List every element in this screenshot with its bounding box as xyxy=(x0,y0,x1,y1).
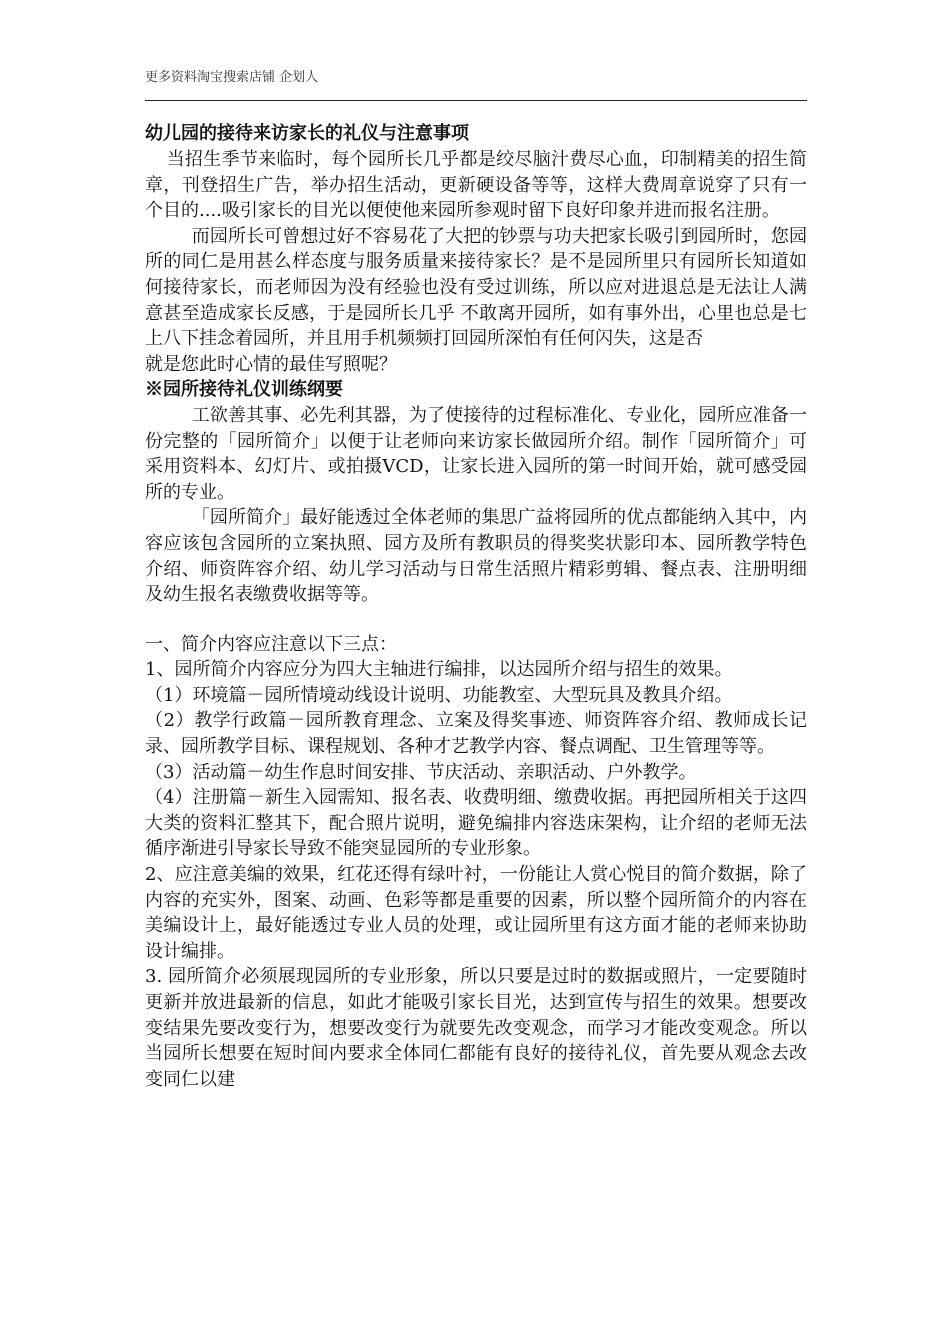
list-item-2: 2、应注意美编的效果，红花还得有绿叶衬，一份能让人赏心悦目的简介数据，除了内容的充实外，图案、动画、色彩等都是重要的因素，所以整个园所简介的内容在美编设计上，最好能透过专业人员的处理，或让园所里有这方面才能的老师来协助设计编排。 xyxy=(145,864,807,962)
page-header: 更多资料淘宝搜索店铺 企划人 xyxy=(145,70,319,85)
paragraph-tools: 工欲善其事、必先利其器，为了使接待的过程标准化、专业化，园所应准备一份完整的「园所简介」以便于让老师向来访家长做园所介绍。制作「园所简介」可采用资料本、幻灯片、或拍摄VCD，让家长进入园所的第一时间开始，就可感受园所的专业。 xyxy=(145,404,807,503)
list-item-1-3: （3）活动篇－幼生作息时间安排、节庆活动、亲职活动、户外教学。 xyxy=(145,761,697,783)
document-body xyxy=(145,121,807,1092)
list-item-1-2: （2）教学行政篇－园所教育理念、立案及得奖事迹、师资阵容介绍、教师成长记录、园所教学目标、课程规划、各种才艺教学内容、餐点调配、卫生管理等等。 xyxy=(145,710,807,758)
list-item-1-1: （1）环境篇－园所情境动线设计说明、功能教室、大型玩具及教具介绍。 xyxy=(145,684,733,706)
list-heading: 一、简介内容应注意以下三点： xyxy=(145,633,397,655)
paragraph-gap xyxy=(145,608,807,632)
paragraph-question-end: 就是您此时心情的最佳写照呢？ xyxy=(145,353,397,375)
list-item-1: 1、园所简介内容应分为四大主轴进行编排，以达园所介绍与招生的效果。 xyxy=(145,659,733,681)
header-divider xyxy=(145,100,807,101)
list-item-1-4: （4）注册篇－新生入园需知、报名表、收费明细、缴费收据。再把园所相关于这四大类的资料汇整其下，配合照片说明，避免编排内容迭床架构，让介绍的老师无法循序渐进引导家长导致不能突显园所的专业形象。 xyxy=(145,787,807,860)
paragraph-question: 而园所长可曾想过好不容易花了大把的钞票与功夫把家长吸引到园所时，您园所的同仁是用甚么样态度与服务质量来接待家长？是不是园所里只有园所长知道如何接待家长，而老师因为没有经验也没有受过训练，所以应对进退总是无法让人满意甚至造成家长反感，于是园所长几乎 不敢离开园所，如有事外出，心里也总是七上八下挂念着园所，并且用手机频频打回园所深怕有任何闪失，这是否 xyxy=(145,225,807,350)
paragraph-intro: 当招生季节来临时，每个园所长几乎都是绞尽脑汁费尽心血，印制精美的招生简章，刊登招生广告，举办招生活动，更新硬设备等等，这样大费周章说穿了只有一个目的....吸引家长的目光以便使他来园所参观时留下良好印象并进而报名注册。 xyxy=(145,149,807,222)
section-heading: ※园所接待礼仪训练纲要 xyxy=(145,379,343,401)
document-title: 幼儿园的接待来访家长的礼仪与注意事项 xyxy=(145,123,469,144)
paragraph-brochure: 「园所简介」最好能透过全体老师的集思广益将园所的优点都能纳入其中，内容应该包含园所的立案执照、园方及所有教职员的得奖奖状影印本、园所教学特色介绍、师资阵容介绍、幼儿学习活动与日常生活照片精彩剪辑、餐点表、注册明细及幼生报名表缴费收据等等。 xyxy=(145,507,807,606)
list-item-3: 3. 园所简介必须展现园所的专业形象，所以只要是过时的数据或照片，一定要随时更新并放进最新的信息，如此才能吸引家长目光，达到宣传与招生的效果。想要改变结果先要改变行为，想要改变行为就要先改变观念，而学习才能改变观念。所以当园所长想要在短时间内要求全体同仁都能有良好的接待礼仪，首先要从观念去改变同仁以建 xyxy=(145,966,807,1090)
